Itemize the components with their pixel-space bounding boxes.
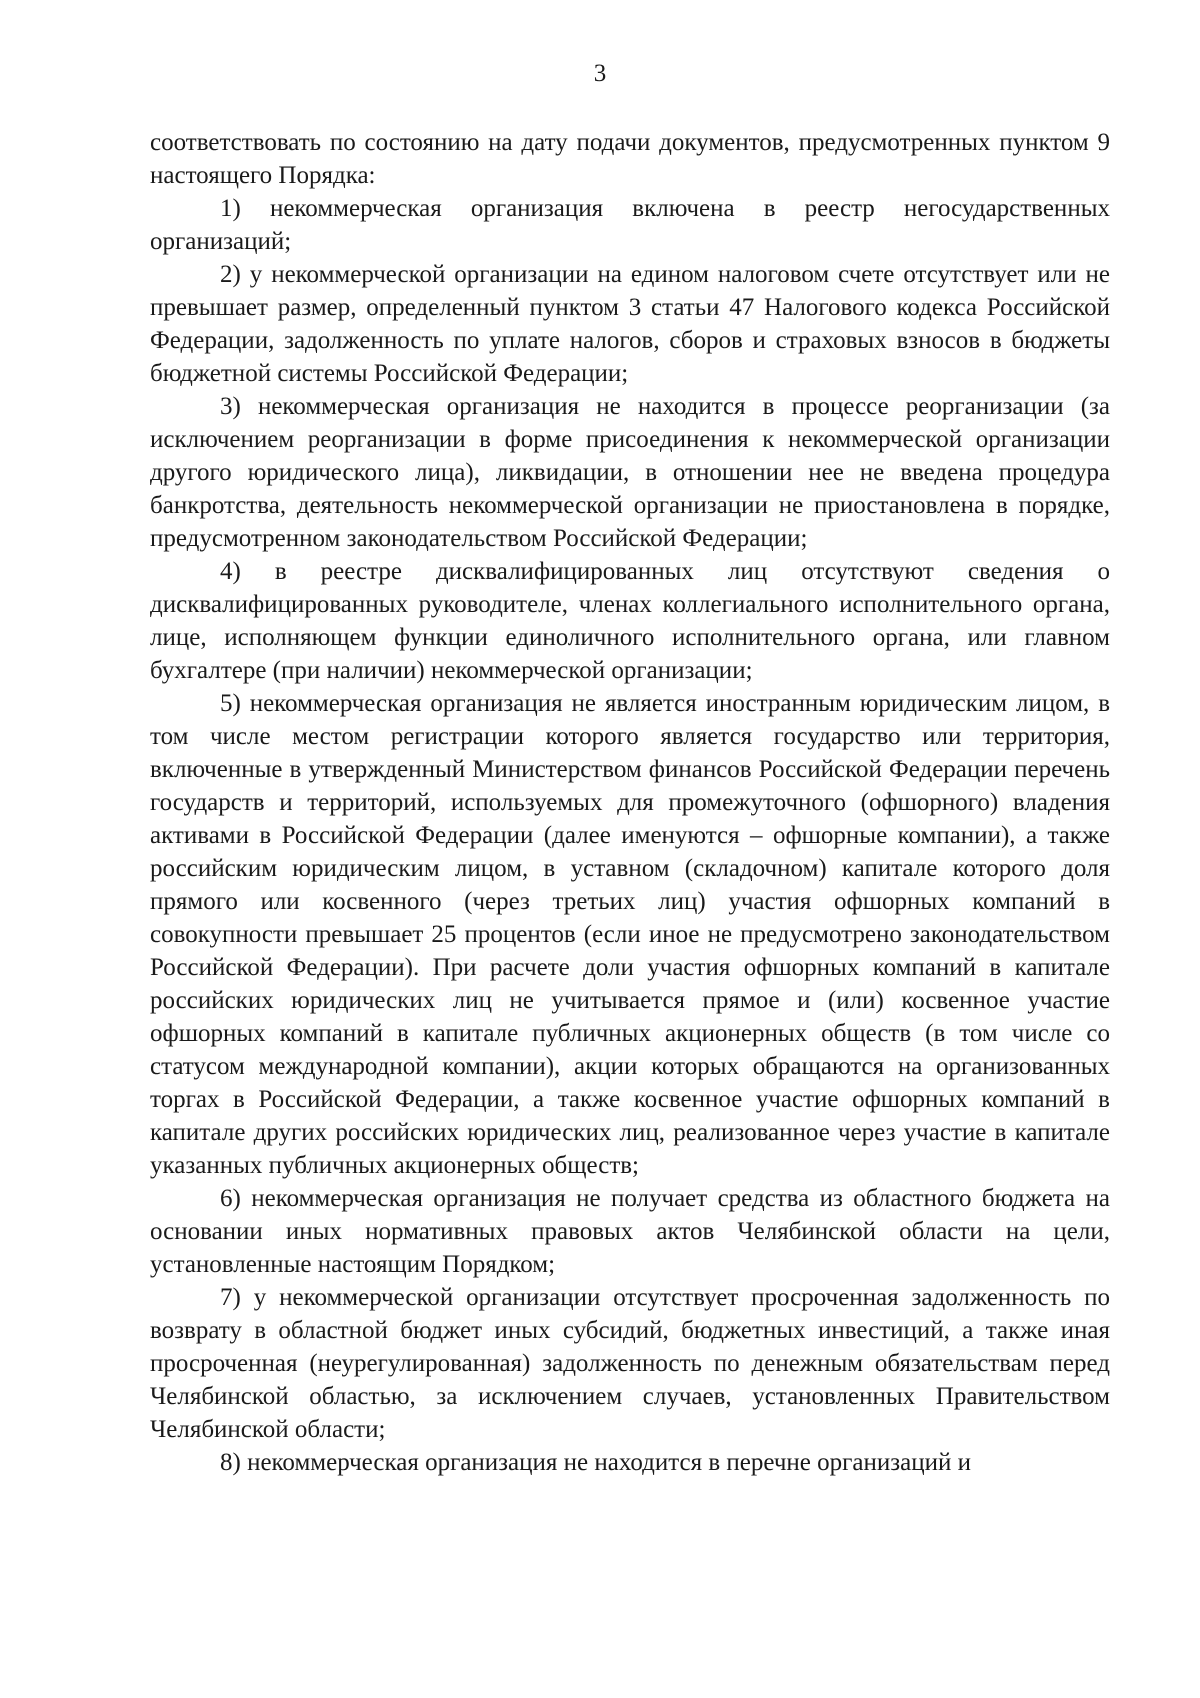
paragraph-item-8: 8) некоммерческая организация не находится в перечне организаций и [220,1449,972,1476]
paragraph-intro: соответствовать по состоянию на дату подачи документов, предусмотренных пунктом 9 настоящего Порядка: [150,129,1110,189]
paragraph-item-4: 4) в реестре дисквалифицированных лиц отсутствуют сведения о дисквалифицированных руководителе, членах коллегиального исполнительного органа, лице, исполняющем функции единоличного исполнительного органа, или главном бухгалтере (при наличии) некоммерческой организации; [150,558,1110,684]
paragraph-item-7: 7) у некоммерческой организации отсутствует просроченная задолженность по возврату в областной бюджет иных субсидий, бюджетных инвестиций, а также иная просроченная (неурегулированная) задолженность по денежным обязательствам перед Челябинской областью, за исключением случаев, установленных Правительством Челябинской области; [150,1284,1110,1443]
paragraph-item-6: 6) некоммерческая организация не получает средства из областного бюджета на основании иных нормативных правовых актов Челябинской области на цели, установленные настоящим Порядком; [150,1185,1110,1278]
paragraph-item-2: 2) у некоммерческой организации на едином налоговом счете отсутствует или не превышает размер, определенный пунктом 3 статьи 47 Налогового кодекса Российской Федерации, задолженность по уплате налогов, сборов и страховых взносов в бюджеты бюджетной системы Российской Федерации; [150,261,1110,387]
paragraph-item-5: 5) некоммерческая организация не является иностранным юридическим лицом, в том числе местом регистрации которого является государство или территория, включенные в утвержденный Министерством финансов Российской Федерации перечень государств и территорий, используемых для промежуточного (офшорного) владения активами в Российской Федерации (далее именуются – офшорные компании), а также российским юридическим лицом, в уставном (складочном) капитале которого доля прямого или косвенного (через третьих лиц) участия офшорных компаний в совокупности превышает 25 процентов (если иное не предусмотрено законодательством Российской Федерации). При расчете доли участия офшорных компаний в капитале российских юридических лиц не учитывается прямое и (или) косвенное участие офшорных компаний в капитале публичных акционерных обществ (в том числе со статусом международной компании), акции которых обращаются на организованных торгах в Российской Федерации, а также косвенное участие офшорных компаний в капитале других российских юридических лиц, реализованное через участие в капитале указанных публичных акционерных обществ; [150,690,1110,1179]
page-number: 3 [593,60,607,87]
document-body [150,126,1110,1479]
paragraph-item-3: 3) некоммерческая организация не находится в процессе реорганизации (за исключением реорганизации в форме присоединения к некоммерческой организации другого юридического лица), ликвидации, в отношении нее не введена процедура банкротства, деятельность некоммерческой организации не приостановлена в порядке, предусмотренном законодательством Российской Федерации; [150,393,1110,552]
paragraph-item-1: 1) некоммерческая организация включена в реестр негосударственных организаций; [150,195,1110,255]
